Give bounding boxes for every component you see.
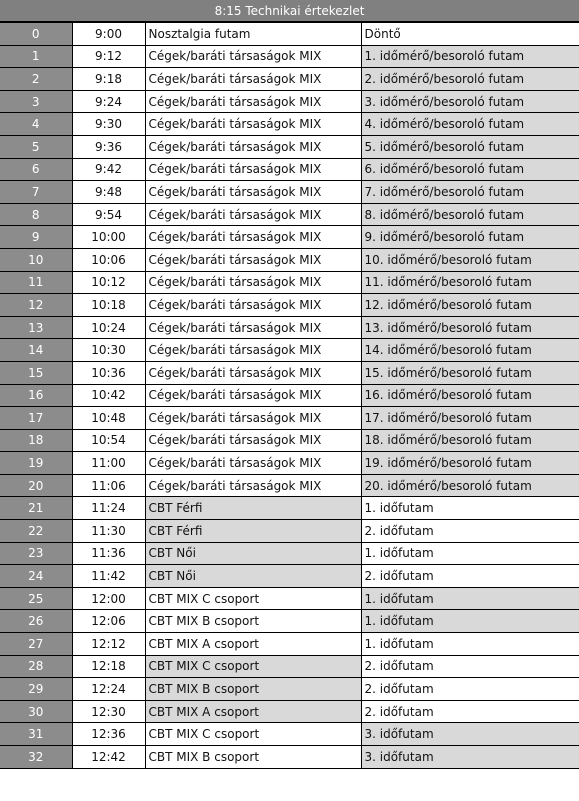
start-time-cell: 10:54 xyxy=(72,429,145,452)
table-row xyxy=(0,520,579,543)
event-name-cell: CBT MIX B csoport xyxy=(145,746,361,769)
race-number-cell: 19 xyxy=(0,452,72,475)
table-row xyxy=(0,248,579,271)
race-number-cell: 17 xyxy=(0,407,72,430)
start-time-cell: 9:36 xyxy=(72,135,145,158)
race-number-cell: 9 xyxy=(0,226,72,249)
event-name-cell: Cégek/baráti társaságok MIX xyxy=(145,181,361,204)
start-time-cell: 12:06 xyxy=(72,610,145,633)
table-row xyxy=(0,610,579,633)
race-number-cell: 7 xyxy=(0,181,72,204)
start-time-cell: 10:24 xyxy=(72,316,145,339)
race-number-cell: 13 xyxy=(0,316,72,339)
start-time-cell: 9:54 xyxy=(72,203,145,226)
start-time-cell: 9:48 xyxy=(72,181,145,204)
start-time-cell: 10:48 xyxy=(72,407,145,430)
event-name-cell: CBT Női xyxy=(145,565,361,588)
round-name-cell: 7. időmérő/besoroló futam xyxy=(361,181,579,204)
event-name-cell: Cégek/baráti társaságok MIX xyxy=(145,294,361,317)
event-name-cell: Cégek/baráti társaságok MIX xyxy=(145,203,361,226)
race-number-cell: 0 xyxy=(0,23,72,46)
event-name-cell: Cégek/baráti társaságok MIX xyxy=(145,474,361,497)
event-name-cell: Cégek/baráti társaságok MIX xyxy=(145,158,361,181)
round-name-cell: 2. időfutam xyxy=(361,655,579,678)
round-name-cell: 17. időmérő/besoroló futam xyxy=(361,407,579,430)
race-number-cell: 31 xyxy=(0,723,72,746)
start-time-cell: 11:42 xyxy=(72,565,145,588)
round-name-cell: 1. időmérő/besoroló futam xyxy=(361,45,579,68)
table-row xyxy=(0,542,579,565)
race-number-cell: 10 xyxy=(0,248,72,271)
table-row xyxy=(0,407,579,430)
table-row xyxy=(0,587,579,610)
start-time-cell: 9:30 xyxy=(72,113,145,136)
table-row xyxy=(0,90,579,113)
event-name-cell: Cégek/baráti társaságok MIX xyxy=(145,90,361,113)
race-number-cell: 14 xyxy=(0,339,72,362)
race-number-cell: 12 xyxy=(0,294,72,317)
event-name-cell: CBT MIX C csoport xyxy=(145,655,361,678)
round-name-cell: 2. időfutam xyxy=(361,678,579,701)
round-name-cell: 19. időmérő/besoroló futam xyxy=(361,452,579,475)
race-number-cell: 16 xyxy=(0,384,72,407)
table-row xyxy=(0,181,579,204)
round-name-cell: 12. időmérő/besoroló futam xyxy=(361,294,579,317)
round-name-cell: 5. időmérő/besoroló futam xyxy=(361,135,579,158)
race-number-cell: 11 xyxy=(0,271,72,294)
table-row xyxy=(0,226,579,249)
round-name-cell: 1. időfutam xyxy=(361,633,579,656)
race-number-cell: 32 xyxy=(0,746,72,769)
start-time-cell: 10:00 xyxy=(72,226,145,249)
round-name-cell: 10. időmérő/besoroló futam xyxy=(361,248,579,271)
round-name-cell: 15. időmérő/besoroló futam xyxy=(361,361,579,384)
event-name-cell: Cégek/baráti társaságok MIX xyxy=(145,384,361,407)
schedule-rows xyxy=(0,23,579,769)
round-name-cell: 11. időmérő/besoroló futam xyxy=(361,271,579,294)
start-time-cell: 12:12 xyxy=(72,633,145,656)
start-time-cell: 10:18 xyxy=(72,294,145,317)
round-name-cell: 13. időmérő/besoroló futam xyxy=(361,316,579,339)
table-row xyxy=(0,452,579,475)
table-row xyxy=(0,384,579,407)
table-row xyxy=(0,316,579,339)
race-number-cell: 18 xyxy=(0,429,72,452)
race-number-cell: 24 xyxy=(0,565,72,588)
event-name-cell: Cégek/baráti társaságok MIX xyxy=(145,407,361,430)
start-time-cell: 11:00 xyxy=(72,452,145,475)
event-name-cell: CBT Férfi xyxy=(145,497,361,520)
start-time-cell: 12:00 xyxy=(72,587,145,610)
event-name-cell: CBT MIX A csoport xyxy=(145,700,361,723)
table-row xyxy=(0,361,579,384)
table-row xyxy=(0,474,579,497)
round-name-cell: 8. időmérő/besoroló futam xyxy=(361,203,579,226)
event-name-cell: Cégek/baráti társaságok MIX xyxy=(145,271,361,294)
round-name-cell: 1. időfutam xyxy=(361,610,579,633)
table-row xyxy=(0,678,579,701)
event-name-cell: Cégek/baráti társaságok MIX xyxy=(145,248,361,271)
table-row xyxy=(0,723,579,746)
round-name-cell: 2. időmérő/besoroló futam xyxy=(361,68,579,91)
race-number-cell: 20 xyxy=(0,474,72,497)
round-name-cell: 16. időmérő/besoroló futam xyxy=(361,384,579,407)
table-row xyxy=(0,294,579,317)
race-number-cell: 29 xyxy=(0,678,72,701)
race-number-cell: 30 xyxy=(0,700,72,723)
round-name-cell: 1. időfutam xyxy=(361,587,579,610)
round-name-cell: 9. időmérő/besoroló futam xyxy=(361,226,579,249)
table-row xyxy=(0,158,579,181)
race-number-cell: 4 xyxy=(0,113,72,136)
round-name-cell: 2. időfutam xyxy=(361,700,579,723)
start-time-cell: 10:12 xyxy=(72,271,145,294)
start-time-cell: 10:06 xyxy=(72,248,145,271)
start-time-cell: 12:36 xyxy=(72,723,145,746)
event-name-cell: CBT MIX B csoport xyxy=(145,678,361,701)
race-number-cell: 2 xyxy=(0,68,72,91)
table-row xyxy=(0,655,579,678)
table-row xyxy=(0,113,579,136)
event-name-cell: Nosztalgia futam xyxy=(145,23,361,46)
event-name-cell: Cégek/baráti társaságok MIX xyxy=(145,113,361,136)
start-time-cell: 11:30 xyxy=(72,520,145,543)
round-name-cell: 20. időmérő/besoroló futam xyxy=(361,474,579,497)
round-name-cell: 6. időmérő/besoroló futam xyxy=(361,158,579,181)
table-row xyxy=(0,429,579,452)
event-name-cell: CBT Női xyxy=(145,542,361,565)
table-row xyxy=(0,497,579,520)
event-name-cell: CBT MIX C csoport xyxy=(145,723,361,746)
round-name-cell: 2. időfutam xyxy=(361,565,579,588)
race-number-cell: 27 xyxy=(0,633,72,656)
table-row xyxy=(0,271,579,294)
round-name-cell: 18. időmérő/besoroló futam xyxy=(361,429,579,452)
race-number-cell: 23 xyxy=(0,542,72,565)
schedule-table xyxy=(0,22,579,769)
race-number-cell: 8 xyxy=(0,203,72,226)
event-name-cell: Cégek/baráti társaságok MIX xyxy=(145,316,361,339)
event-name-cell: CBT MIX A csoport xyxy=(145,633,361,656)
table-row xyxy=(0,700,579,723)
event-name-cell: CBT MIX C csoport xyxy=(145,587,361,610)
race-number-cell: 26 xyxy=(0,610,72,633)
table-row xyxy=(0,135,579,158)
start-time-cell: 9:24 xyxy=(72,90,145,113)
table-row xyxy=(0,68,579,91)
table-row xyxy=(0,45,579,68)
table-row xyxy=(0,746,579,769)
race-number-cell: 28 xyxy=(0,655,72,678)
start-time-cell: 12:30 xyxy=(72,700,145,723)
event-name-cell: Cégek/baráti társaságok MIX xyxy=(145,68,361,91)
round-name-cell: 3. időmérő/besoroló futam xyxy=(361,90,579,113)
start-time-cell: 9:18 xyxy=(72,68,145,91)
round-name-cell: 1. időfutam xyxy=(361,542,579,565)
race-number-cell: 6 xyxy=(0,158,72,181)
round-name-cell: 4. időmérő/besoroló futam xyxy=(361,113,579,136)
event-name-cell: Cégek/baráti társaságok MIX xyxy=(145,361,361,384)
event-name-cell: Cégek/baráti társaságok MIX xyxy=(145,45,361,68)
start-time-cell: 12:24 xyxy=(72,678,145,701)
start-time-cell: 9:00 xyxy=(72,23,145,46)
race-number-cell: 21 xyxy=(0,497,72,520)
start-time-cell: 10:36 xyxy=(72,361,145,384)
start-time-cell: 11:36 xyxy=(72,542,145,565)
schedule-title: 8:15 Technikai értekezlet xyxy=(0,0,579,22)
race-number-cell: 1 xyxy=(0,45,72,68)
event-name-cell: Cégek/baráti társaságok MIX xyxy=(145,429,361,452)
table-row xyxy=(0,633,579,656)
table-row xyxy=(0,203,579,226)
start-time-cell: 12:18 xyxy=(72,655,145,678)
round-name-cell: 3. időfutam xyxy=(361,723,579,746)
start-time-cell: 12:42 xyxy=(72,746,145,769)
event-name-cell: Cégek/baráti társaságok MIX xyxy=(145,452,361,475)
race-number-cell: 15 xyxy=(0,361,72,384)
race-number-cell: 22 xyxy=(0,520,72,543)
event-name-cell: Cégek/baráti társaságok MIX xyxy=(145,226,361,249)
round-name-cell: 14. időmérő/besoroló futam xyxy=(361,339,579,362)
table-row xyxy=(0,339,579,362)
event-name-cell: CBT Férfi xyxy=(145,520,361,543)
start-time-cell: 10:30 xyxy=(72,339,145,362)
start-time-cell: 10:42 xyxy=(72,384,145,407)
round-name-cell: Döntő xyxy=(361,23,579,46)
start-time-cell: 11:24 xyxy=(72,497,145,520)
round-name-cell: 2. időfutam xyxy=(361,520,579,543)
race-number-cell: 5 xyxy=(0,135,72,158)
event-name-cell: Cégek/baráti társaságok MIX xyxy=(145,339,361,362)
table-row xyxy=(0,23,579,46)
table-row xyxy=(0,565,579,588)
event-name-cell: Cégek/baráti társaságok MIX xyxy=(145,135,361,158)
round-name-cell: 3. időfutam xyxy=(361,746,579,769)
start-time-cell: 11:06 xyxy=(72,474,145,497)
race-number-cell: 3 xyxy=(0,90,72,113)
event-name-cell: CBT MIX B csoport xyxy=(145,610,361,633)
round-name-cell: 1. időfutam xyxy=(361,497,579,520)
start-time-cell: 9:12 xyxy=(72,45,145,68)
start-time-cell: 9:42 xyxy=(72,158,145,181)
race-number-cell: 25 xyxy=(0,587,72,610)
